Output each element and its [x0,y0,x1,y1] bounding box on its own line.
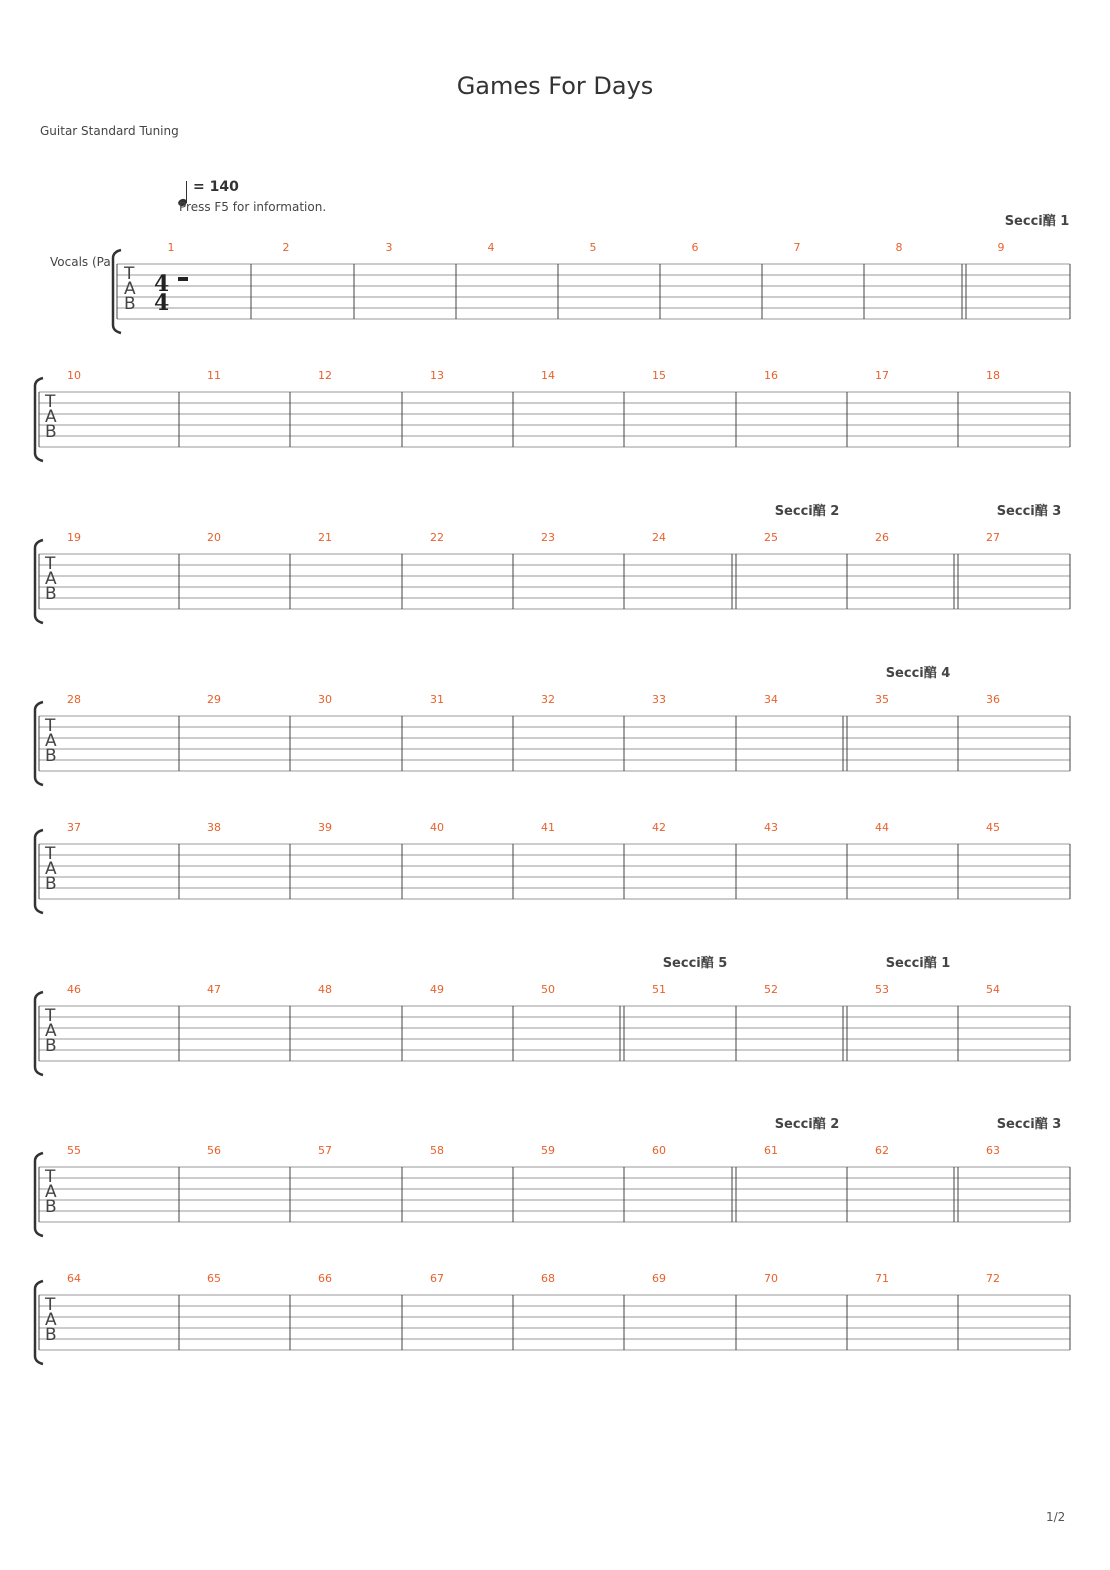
tab-letter-t: T [45,716,56,736]
section-marker: Secci醕 2 [774,504,840,519]
bar-number: 71 [875,1272,889,1285]
bar-number: 13 [430,369,444,382]
bar-number: 65 [207,1272,221,1285]
system-bracket [35,378,43,461]
tab-letter-t: T [45,1167,56,1187]
bar-number: 24 [652,531,666,544]
tab-letter-b: B [45,584,57,604]
tab-letter-a: A [45,731,57,751]
bar-number: 62 [875,1144,889,1157]
bar-number: 28 [67,693,81,706]
tab-letter-a: A [45,407,57,427]
bar-number: 5 [589,241,597,254]
section-marker: Secci醕 3 [996,1117,1062,1132]
tab-letter-t: T [45,554,56,574]
tab-letter-t: T [124,264,135,284]
tab-letter-a: A [45,1182,57,1202]
bar-number: 11 [207,369,221,382]
bar-number: 33 [652,693,666,706]
time-signature-bottom: 4 [154,290,170,316]
bar-number: 48 [318,983,332,996]
bar-number: 37 [67,821,81,834]
system-bracket [35,702,43,785]
tempo-value: = 140 [193,179,239,195]
section-marker: Secci醕 5 [662,956,728,971]
bar-number: 49 [430,983,444,996]
bar-number: 47 [207,983,221,996]
bar-number: 63 [986,1144,1000,1157]
bar-number: 46 [67,983,81,996]
bar-number: 32 [541,693,555,706]
bar-number: 56 [207,1144,221,1157]
bar-number: 30 [318,693,332,706]
bar-number: 3 [385,241,393,254]
bar-number: 31 [430,693,444,706]
bar-number: 58 [430,1144,444,1157]
tab-letter-a: A [45,1310,57,1330]
bar-number: 29 [207,693,221,706]
bar-number: 60 [652,1144,666,1157]
bar-number: 39 [318,821,332,834]
section-marker: Secci醕 2 [774,1117,840,1132]
bar-number: 72 [986,1272,1000,1285]
bar-number: 50 [541,983,555,996]
bar-number: 57 [318,1144,332,1157]
bar-number: 51 [652,983,666,996]
bar-number: 70 [764,1272,778,1285]
bar-number: 53 [875,983,889,996]
half-rest-icon [178,277,188,281]
bar-number: 17 [875,369,889,382]
bar-number: 68 [541,1272,555,1285]
bar-number: 55 [67,1144,81,1157]
section-marker: Secci醕 4 [885,666,951,681]
bar-number: 40 [430,821,444,834]
bar-number: 42 [652,821,666,834]
bar-number: 59 [541,1144,555,1157]
tab-letter-b: B [45,1197,57,1217]
bar-number: 9 [997,241,1005,254]
bar-number: 26 [875,531,889,544]
bar-number: 61 [764,1144,778,1157]
tab-letter-a: A [45,1021,57,1041]
tab-letter-a: A [45,859,57,879]
section-marker: Secci醕 1 [885,956,951,971]
bar-number: 41 [541,821,555,834]
bar-number: 14 [541,369,555,382]
bar-number: 44 [875,821,889,834]
bar-number: 25 [764,531,778,544]
tab-letter-t: T [45,1006,56,1026]
tab-letter-b: B [45,1036,57,1056]
bar-number: 4 [487,241,495,254]
tab-letter-a: A [124,279,136,299]
bar-number: 7 [793,241,801,254]
tuning-label: Guitar Standard Tuning [40,124,179,138]
bar-number: 45 [986,821,1000,834]
bar-number: 52 [764,983,778,996]
system-bracket [35,830,43,913]
bar-number: 15 [652,369,666,382]
bar-number: 10 [67,369,81,382]
bar-number: 38 [207,821,221,834]
system-bracket [35,540,43,623]
bar-number: 2 [282,241,290,254]
time-signature-top: 4 [154,271,170,297]
tab-letter-t: T [45,1295,56,1315]
bar-number: 36 [986,693,1000,706]
tab-letter-t: T [45,392,56,412]
bar-number: 19 [67,531,81,544]
bar-number: 43 [764,821,778,834]
bar-number: 23 [541,531,555,544]
bar-number: 34 [764,693,778,706]
bar-number: 1 [167,241,175,254]
bar-number: 66 [318,1272,332,1285]
system-bracket [35,1153,43,1236]
section-marker: Secci醕 1 [1004,214,1070,229]
bar-number: 35 [875,693,889,706]
tab-letter-b: B [45,422,57,442]
system-bracket [35,992,43,1075]
bar-number: 64 [67,1272,81,1285]
info-note: Press F5 for information. [179,200,327,214]
bar-number: 21 [318,531,332,544]
section-marker: Secci醕 3 [996,504,1062,519]
bar-number: 54 [986,983,1000,996]
tab-letter-b: B [124,294,136,314]
page-number: 1/2 [1046,1510,1066,1524]
tab-letter-a: A [45,569,57,589]
tab-letter-b: B [45,746,57,766]
bar-number: 27 [986,531,1000,544]
track-name: Vocals (Pa [50,255,111,269]
bar-number: 16 [764,369,778,382]
bar-number: 8 [895,241,903,254]
system-bracket [35,1281,43,1364]
system-bracket [113,250,121,333]
bar-number: 20 [207,531,221,544]
bar-number: 69 [652,1272,666,1285]
bar-number: 67 [430,1272,444,1285]
tab-letter-b: B [45,1325,57,1345]
bar-number: 12 [318,369,332,382]
song-title: Games For Days [456,72,654,100]
tab-letter-b: B [45,874,57,894]
tab-letter-t: T [45,844,56,864]
bar-number: 22 [430,531,444,544]
bar-number: 18 [986,369,1000,382]
bar-number: 6 [691,241,699,254]
